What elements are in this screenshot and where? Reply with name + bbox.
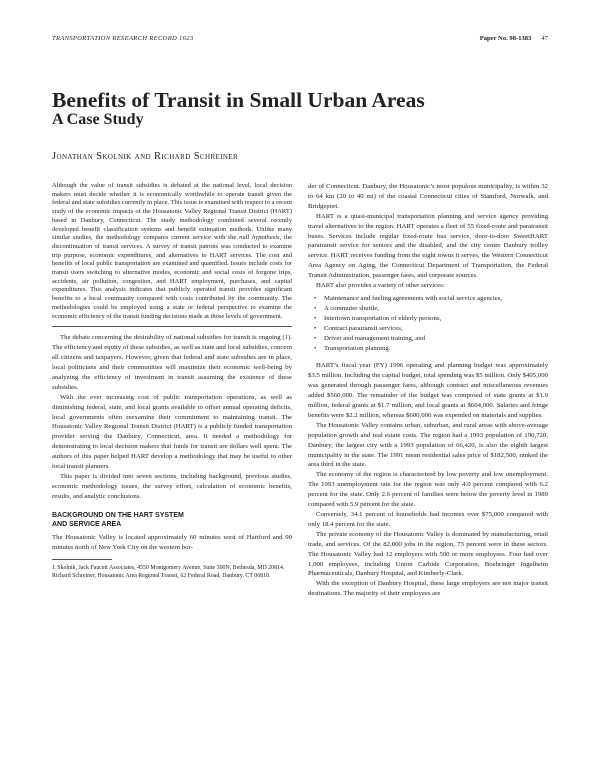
bullet-icon: •: [314, 304, 317, 312]
bullet-icon: •: [314, 314, 317, 322]
list-item: [308, 294, 548, 304]
section-heading-line-1: BACKGROUND ON THE HART SYSTEM: [52, 511, 184, 519]
author-footnote: J. Skolnik, Jack Faucett Associates, 4550 Montgomery Avenue, Suite 300N, Bethesda, MD 20814. Richard Schreiner, Housatonic Area Regional Transit, 62 Federal Road, Danbury, CT 06810.: [52, 565, 285, 580]
body-paragraph-10: The economy of the region is characterized by low poverty and low unemployment. The 1993 unemployment rate for the region was only 4.0 percent compared with 6.2 percent for the state. Only 2.6 percent of families were below the poverty level in 1989 compared with 5.9 percent for the state.: [308, 471, 548, 509]
list-item-text: Intertown transportation of elderly persons,: [324, 314, 442, 322]
body-paragraph-5: der of Connecticut. Danbury, the Housatonic’s most populous municipality, is within 32 to 64 km (20 to 40 mi) of the coastal Connecticut cities of Stamford, Norwalk, and Bridgeport.: [308, 183, 548, 210]
bullet-icon: •: [314, 344, 317, 352]
body-paragraph-12: The private economy of the Housatonic Valley is dominated by manufacturing, retail trade, and services. Of the 82,000 jobs in the region, 73 percent were in these sectors. The Housatonic Valley had 12 employers with 500 or more employees. Four had over 1,000 employees, including Union Carbide Corporation, Boehringer Ingelheim Pharmaceuticals, Danbury Hospital, and Kimberly-Clark.: [308, 530, 548, 578]
right-column: [308, 182, 548, 599]
body-paragraph-9: The Housatonic Valley contains urban, suburban, and rural areas with above-average population growth and real estate costs. The region had a 1993 population of 190,720. Danbury, the largest city with a 1993 population of 66,420, is also the eighth largest municipality in the state. The 1991 mean residential sales price of $182,500, ranked the area third in the state.: [308, 421, 548, 469]
body-paragraph-4: The Housatonic Valley is located approximately 60 minutes west of Hartford and 90 minutes north of New York City on the western bor-: [52, 533, 292, 551]
left-column: [52, 182, 292, 580]
paper-info: [480, 34, 548, 44]
body-paragraph-6: HART is a quasi-municipal transportation planning and service agency providing travel alternatives to the region. HART operates a fleet of 55 fixed-route and paratransit buses. Services include regular fixed-route bus service, door-to-door SweetHART paratransit service for seniors and the disabled, and the city center Danbury trolley service. HART receives funding from the eight towns it serves, the Western Connecticut Area Agency on Aging, the Connecticut Department of Transportation, the Federal Transit Administration, passenger fares, and corporate sources.: [308, 212, 548, 280]
paragraph-text-continued: ). The efficiency and equity of these subsidies, as well as state and local subsidies, concern all citizens and taxpayers. However, given that federal and state subsidies are in place, local politicians and their communities will maximize their economic well-being by analyzing the efficiency of investment in transit assuming the existence of these subsidies.: [52, 334, 292, 391]
body-paragraph-1: [52, 333, 292, 392]
body-paragraph-2: With the ever increasing cost of public transportation operations, as well as diminishing federal, state, and local grants available to offset annual operating deficits, local governments often reexamine their commitment to maintaining transit. The Housatonic Valley Regional Transit District (HART) is a publicly funded transportation provider serving the Danbury, Connecticut, area. It needed a methodology for demonstrating to local decision makers that funds for transit are dollars well spent. The authors of this paper helped HART develop a methodology that may be useful to other local transit planners.: [52, 393, 292, 471]
list-item-text: Contract paratransit services,: [324, 324, 403, 332]
abstract-text-continued: , the discontinuation of transit services. A survey of transit patrons was conducted to examine trip purpose, economic expenditures, and alternatives to HART services. The cost and benefits of local public transportation are examined and quantified. Issues include costs for transit users switching to alternative modes, economic and social costs of forgone trips, accidents, air pollution, congestion, and HART employment, purchases, and capital expenditures. This analysis indicates that publicly operated transit provides significant benefits to a local community compared with costs contributed by the community. The methodologies could be employed using a state or federal perspective to examine the economic efficiency of the transit funding decisions made at those levels of government.: [52, 234, 292, 320]
running-head: [52, 34, 548, 44]
paper-title: Benefits of Transit in Small Urban Areas: [52, 88, 425, 112]
list-item-text: Driver and management training, and: [324, 334, 426, 342]
abstract-text: Although the value of transit subsidies is debated at the national level, local decision makers must decide whether it is economically worthwhile to operate transit given the federal and state subsidies currently in place. This issue is examined with respect to a recent study of the economic impacts of the Housatonic Valley Regional Transit District (HART) based in Danbury, Connecticut. The study methodology combined several recently developed benefit classification systems and benefit estimation methods. Unlike many similar studies, the methodology compares current service with the: [52, 182, 292, 242]
list-item-text: Maintenance and fueling agreements with social service agencies,: [324, 294, 503, 302]
page-number: 47: [541, 35, 548, 42]
abstract-emphasis: null hypothesis: [239, 234, 280, 242]
journal-name: TRANSPORTATION RESEARCH RECORD 1623: [52, 35, 194, 42]
bullet-icon: •: [314, 334, 317, 342]
section-heading: [52, 511, 292, 530]
footnote-rule: [52, 559, 112, 560]
body-paragraph-13: With the exception of Danbury Hospital, these large employers are not major transit destinations. The majority of their employees are: [308, 580, 548, 598]
paper-number: Paper No. 98-1383: [479, 35, 532, 42]
paper-subtitle: A Case Study: [52, 111, 144, 128]
bullet-icon: •: [314, 294, 317, 302]
list-item: [308, 334, 548, 344]
body-paragraph-7: HART also provides a variety of other services:: [316, 282, 445, 290]
services-list: [308, 294, 548, 353]
abstract: [52, 182, 292, 327]
bullet-icon: •: [314, 324, 317, 332]
section-heading-line-2: AND SERVICE AREA: [52, 521, 122, 529]
reference-marker: 1: [284, 334, 289, 342]
paragraph-text: The debate concerning the desirability of national subsidies for transit is ongoing (: [60, 334, 285, 342]
body-paragraph-11: Conversely, 34.1 percent of households had incomes over $75,000 compared with only 18.4 percent for the state.: [308, 511, 548, 528]
list-item-text: A commuter shuttle,: [324, 304, 379, 312]
list-item: [308, 344, 548, 354]
body-paragraph-3: This paper is divided into seven sections, including background, previous studies, economic methodology issues, the survey effort, calculation of economic benefits, results, and analytic conclusions.: [52, 472, 292, 500]
list-item: [308, 324, 548, 334]
list-item: [308, 304, 548, 314]
author-line: Jonathan Skolnik and Richard Schreiner: [52, 151, 239, 162]
list-item: [308, 314, 548, 324]
list-item-text: Transportation planning.: [324, 344, 391, 352]
body-paragraph-8: HART’s fiscal year (FY) 1996 operating and planning budget was approximately $3.5 million. Including the capital budget, total spending was $5 million. Only $405,000 was generated through passenger fares, although contract and miscellaneous revenues added $560,000. The remainder of the budget was composed of state grants at $1.9 million, federal grants at $1.7 million, and local grants at $604,000. Salaries and fringe benefits were $2.2 million, whereas $600,000 was expended on materials and supplies.: [308, 362, 548, 419]
